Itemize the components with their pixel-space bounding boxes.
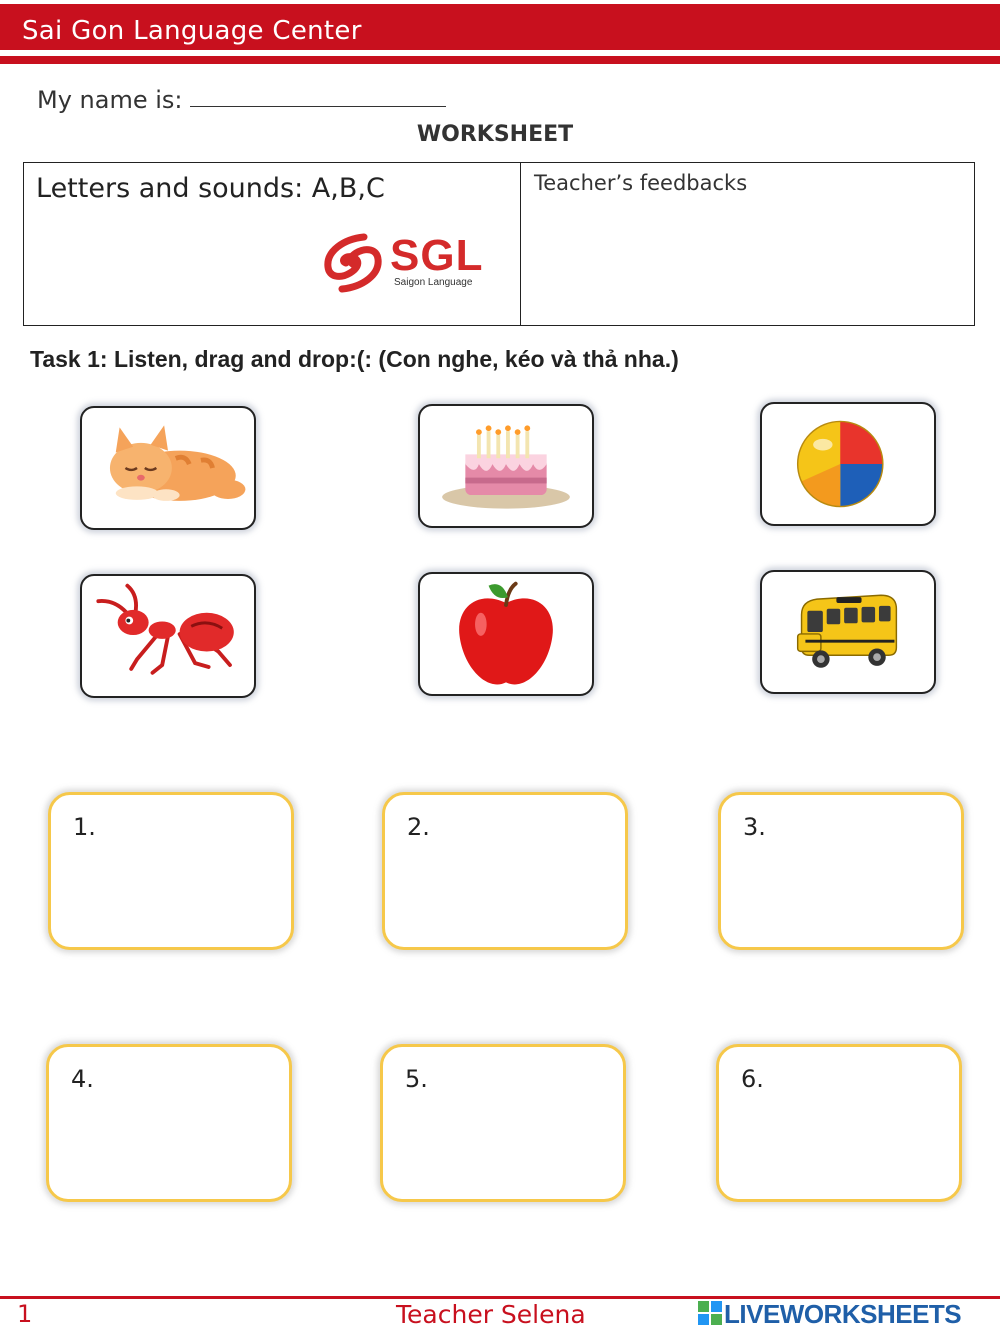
info-table-divider (520, 163, 521, 325)
picture-card-ant[interactable] (80, 574, 256, 698)
answer-box-5[interactable] (380, 1044, 626, 1202)
answer-number: 2. (407, 813, 430, 841)
sgl-swirl-icon (320, 233, 386, 293)
sgl-logo (320, 231, 500, 293)
liveworksheets-logo[interactable] (698, 1299, 994, 1329)
liveworksheets-brand: LIVEWORKSHEETS (724, 1299, 962, 1329)
answer-number: 1. (73, 813, 96, 841)
picture-card-cake[interactable] (418, 404, 594, 528)
answer-box-1[interactable] (48, 792, 294, 950)
bus-icon (762, 572, 934, 692)
answer-box-4[interactable] (46, 1044, 292, 1202)
sgl-logo-text: SGL (390, 231, 484, 280)
header-bar (0, 4, 1000, 50)
liveworksheets-icon (698, 1301, 722, 1325)
teacher-feedback-label: Teacher’s feedbacks (534, 171, 748, 195)
apple-icon (420, 574, 592, 694)
picture-card-bus[interactable] (760, 570, 936, 694)
picture-card-apple[interactable] (418, 572, 594, 696)
ant-icon (82, 576, 254, 696)
cake-icon (420, 406, 592, 526)
task-1-title: Task 1: Listen, drag and drop:(: (Con nghe, kéo và thả nha.) (30, 346, 679, 372)
page-number: 1 (17, 1300, 33, 1328)
header-divider (0, 56, 1000, 64)
picture-card-cat[interactable] (80, 406, 256, 530)
cat-icon (82, 408, 254, 528)
sgl-logo-subtitle: Saigon Language (394, 277, 473, 288)
lesson-topic: Letters and sounds: A,B,C (36, 173, 385, 204)
header-title: Sai Gon Language Center (22, 16, 362, 46)
teacher-name: Teacher Selena (396, 1300, 586, 1329)
answer-box-6[interactable] (716, 1044, 962, 1202)
ball-icon (762, 404, 934, 524)
worksheet-title: WORKSHEET (416, 122, 574, 147)
answer-box-2[interactable] (382, 792, 628, 950)
answer-number: 6. (741, 1065, 764, 1093)
picture-card-ball[interactable] (760, 402, 936, 526)
answer-box-3[interactable] (718, 792, 964, 950)
info-table (23, 162, 975, 326)
name-label: My name is: (37, 86, 183, 114)
answer-number: 3. (743, 813, 766, 841)
name-input-line[interactable] (190, 106, 446, 107)
answer-number: 5. (405, 1065, 428, 1093)
answer-number: 4. (71, 1065, 94, 1093)
